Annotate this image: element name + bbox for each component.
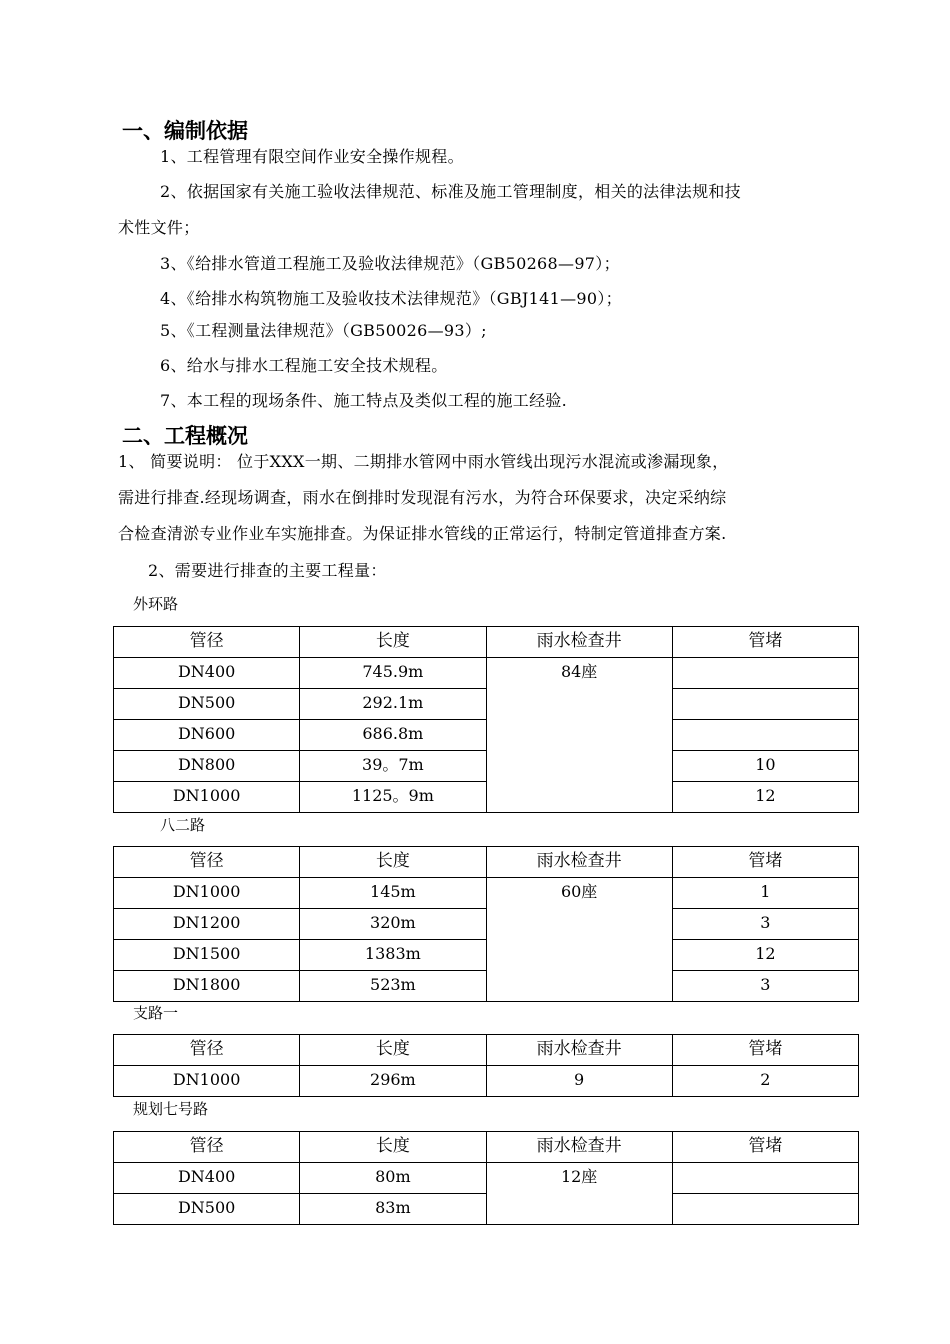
cell-diameter: DN1000: [114, 878, 300, 909]
cell-length: 39。7m: [300, 751, 486, 782]
cell-diameter: DN500: [114, 689, 300, 720]
table-caption-outer-ring-road: 外环路: [133, 595, 179, 613]
header-wells: 雨水检查井: [486, 847, 672, 878]
cell-diameter: DN400: [114, 658, 300, 689]
table-row: [114, 658, 859, 689]
table-bayi-road: [113, 846, 859, 1002]
cell-diameter: DN1500: [114, 940, 300, 971]
header-diameter: 管径: [114, 627, 300, 658]
cell-length: 1383m: [300, 940, 486, 971]
basis-item-7: 7、本工程的现场条件、施工特点及类似工程的施工经验.: [160, 391, 568, 410]
section-heading-basis: 一、编制依据: [122, 119, 248, 143]
cell-length: 1125。9m: [300, 782, 486, 813]
cell-length: 292.1m: [300, 689, 486, 720]
overview-para-line-2: 需进行排查.经现场调查，雨水在倒排时发现混有污水，为符合环保要求，决定采纳综: [118, 488, 727, 507]
cell-plugs: [672, 658, 858, 689]
cell-plugs: [672, 1194, 858, 1225]
overview-para-line-3: 合检查清淤专业作业车实施排查。为保证排水管线的正常运行，特制定管道排查方案.: [118, 524, 727, 543]
cell-length: 296m: [300, 1066, 486, 1097]
header-plugs: 管堵: [672, 847, 858, 878]
basis-item-2-cont: 术性文件；: [118, 218, 200, 237]
header-diameter: 管径: [114, 1035, 300, 1066]
header-wells: 雨水检查井: [486, 1035, 672, 1066]
header-length: 长度: [300, 1132, 486, 1163]
basis-item-3: 3、《给排水管道工程施工及验收法律规范》（GB50268—97）；: [160, 254, 620, 273]
table-outer-ring-road: [113, 626, 859, 813]
cell-length: 523m: [300, 971, 486, 1002]
header-plugs: 管堵: [672, 1132, 858, 1163]
cell-length: 80m: [300, 1163, 486, 1194]
table-caption-branch-road-1: 支路一: [133, 1004, 179, 1022]
cell-diameter: DN400: [114, 1163, 300, 1194]
cell-diameter: DN1000: [114, 782, 300, 813]
table-row: [114, 878, 859, 909]
cell-plugs: [672, 689, 858, 720]
cell-length: 686.8m: [300, 720, 486, 751]
cell-plugs: 10: [672, 751, 858, 782]
section-heading-overview: 二、工程概况: [122, 424, 248, 448]
table-planned-road-7: [113, 1131, 859, 1225]
cell-plugs: 3: [672, 971, 858, 1002]
cell-length: 745.9m: [300, 658, 486, 689]
header-diameter: 管径: [114, 1132, 300, 1163]
basis-item-1: 1、工程管理有限空间作业安全操作规程。: [160, 147, 464, 166]
table-caption-bayi-road: 八二路: [160, 816, 206, 834]
cell-wells: 12座: [486, 1163, 672, 1225]
cell-wells: 84座: [486, 658, 672, 813]
cell-length: 145m: [300, 878, 486, 909]
cell-plugs: [672, 1163, 858, 1194]
cell-length: 320m: [300, 909, 486, 940]
cell-diameter: DN600: [114, 720, 300, 751]
cell-plugs: 3: [672, 909, 858, 940]
header-plugs: 管堵: [672, 1035, 858, 1066]
header-wells: 雨水检查井: [486, 1132, 672, 1163]
table-header-row: [114, 847, 859, 878]
header-wells: 雨水检查井: [486, 627, 672, 658]
cell-diameter: DN500: [114, 1194, 300, 1225]
header-length: 长度: [300, 1035, 486, 1066]
header-plugs: 管堵: [672, 627, 858, 658]
cell-plugs: 2: [672, 1066, 858, 1097]
overview-para-2: 2、需要进行排查的主要工程量：: [148, 561, 387, 580]
overview-para-line-1: 1、 简要说明： 位于XXX一期、二期排水管网中雨水管线出现污水混流或渗漏现象，: [118, 452, 729, 471]
header-diameter: 管径: [114, 847, 300, 878]
cell-wells: 60座: [486, 878, 672, 1002]
table-header-row: [114, 1035, 859, 1066]
cell-diameter: DN1200: [114, 909, 300, 940]
cell-diameter: DN1000: [114, 1066, 300, 1097]
table-branch-road-1: [113, 1034, 859, 1097]
basis-item-6: 6、给水与排水工程施工安全技术规程。: [160, 356, 448, 375]
basis-item-4: 4、《给排水构筑物施工及验收技术法律规范》（GBJ141—90）；: [160, 289, 622, 308]
cell-wells: 9: [486, 1066, 672, 1097]
table-row: [114, 1066, 859, 1097]
basis-item-2: 2、依据国家有关施工验收法律规范、标准及施工管理制度，相关的法律法规和技: [160, 182, 741, 201]
header-length: 长度: [300, 847, 486, 878]
cell-length: 83m: [300, 1194, 486, 1225]
header-length: 长度: [300, 627, 486, 658]
cell-plugs: 1: [672, 878, 858, 909]
basis-item-5: 5、《工程测量法律规范》（GB50026—93）;: [160, 321, 487, 340]
cell-plugs: 12: [672, 782, 858, 813]
cell-plugs: [672, 720, 858, 751]
table-header-row: [114, 627, 859, 658]
cell-plugs: 12: [672, 940, 858, 971]
table-caption-planned-road-7: 规划七号路: [133, 1100, 209, 1118]
cell-diameter: DN800: [114, 751, 300, 782]
table-header-row: [114, 1132, 859, 1163]
cell-diameter: DN1800: [114, 971, 300, 1002]
table-row: [114, 1163, 859, 1194]
